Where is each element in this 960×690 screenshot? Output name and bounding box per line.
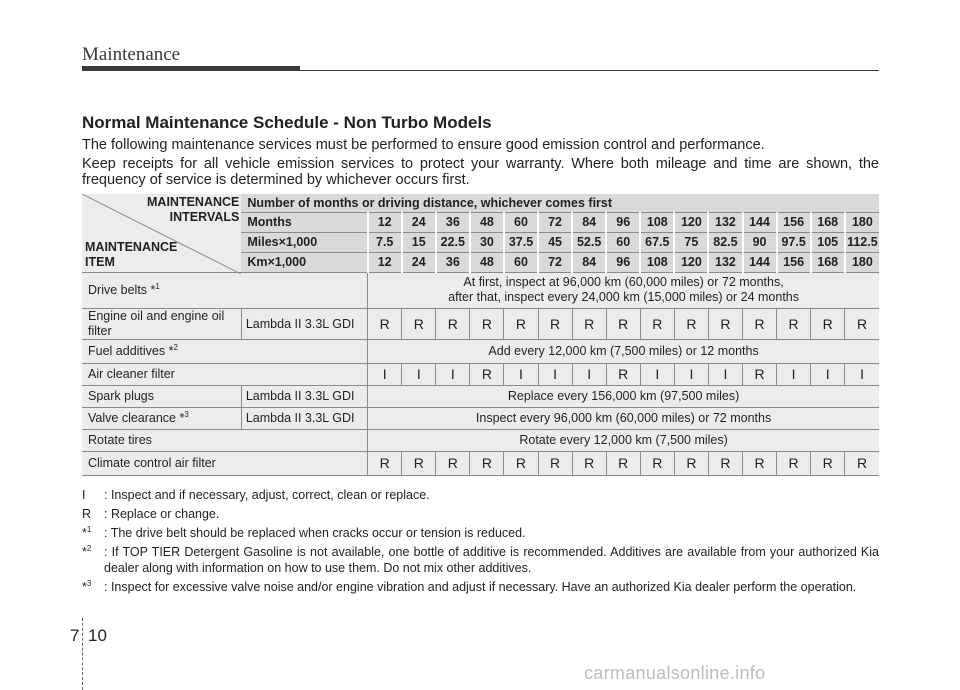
km-row-value: 72	[538, 252, 572, 272]
row-value: I	[504, 363, 538, 385]
row-value: I	[368, 363, 402, 385]
row-value: R	[708, 451, 742, 475]
miles-row-value: 90	[743, 232, 777, 252]
footnote-marker: 1	[155, 281, 160, 291]
footnote-marker: 3	[184, 409, 189, 419]
legend-key: *$^3$	[82, 578, 92, 594]
km-row-value: 180	[845, 252, 879, 272]
row-item: Climate control air filter	[82, 451, 368, 475]
km-row-value: 108	[640, 252, 674, 272]
miles-row-value: 37.5	[504, 232, 538, 252]
row-value: R	[470, 363, 504, 385]
months-row-value: 36	[436, 212, 470, 232]
miles-row-label: Miles×1,000	[241, 232, 367, 252]
row-value: R	[811, 308, 845, 339]
miles-row-value: 97.5	[777, 232, 811, 252]
legend-key: R	[82, 507, 92, 521]
row-value: R	[674, 308, 708, 339]
miles-row-value: 67.5	[640, 232, 674, 252]
months-row-value: 84	[572, 212, 606, 232]
schedule-row	[82, 308, 879, 339]
row-instruction: Add every 12,000 km (7,500 miles) or 12 months	[368, 339, 879, 363]
months-row-value: 132	[708, 212, 742, 232]
legend-text: : The drive belt should be replaced when cracks occur or tension is reduced.	[104, 526, 526, 540]
row-value: R	[538, 308, 572, 339]
interval-heading: Number of months or driving distance, whichever comes first	[241, 194, 879, 212]
legend-key: I	[82, 488, 86, 502]
row-value: R	[538, 451, 572, 475]
row-value: R	[743, 451, 777, 475]
row-value: R	[777, 308, 811, 339]
legend-note	[82, 487, 879, 503]
row-item: Drive belts *$^1$	[82, 272, 368, 308]
row-value: I	[538, 363, 572, 385]
corner-label-item: MAINTENANCE ITEM	[85, 239, 178, 269]
row-value: R	[708, 308, 742, 339]
legend-note	[82, 544, 879, 576]
miles-row-value: 52.5	[572, 232, 606, 252]
km-row-value: 84	[572, 252, 606, 272]
corner-label-intervals: MAINTENANCE INTERVALS	[147, 195, 240, 224]
months-row-value: 168	[811, 212, 845, 232]
schedule-row	[82, 385, 879, 407]
section-header: Maintenance	[82, 44, 181, 65]
miles-row-value: 7.5	[368, 232, 402, 252]
row-value: R	[777, 451, 811, 475]
months-row-value: 108	[640, 212, 674, 232]
row-value: I	[572, 363, 606, 385]
row-value: R	[572, 451, 606, 475]
months-row-value: 156	[777, 212, 811, 232]
row-value: R	[606, 308, 640, 339]
schedule-row	[82, 451, 879, 475]
row-value: I	[811, 363, 845, 385]
legend-text: : Replace or change.	[104, 507, 220, 521]
row-value: R	[640, 451, 674, 475]
row-value: I	[708, 363, 742, 385]
intro-paragraph-2: Keep receipts for all vehicle emission services to protect your warranty. Where both mileage and time are shown, the frequency of service is determined by whichever occurs first.	[82, 156, 879, 188]
row-value: R	[368, 451, 402, 475]
schedule-row	[82, 407, 879, 429]
schedule-row	[82, 363, 879, 385]
page-title: Normal Maintenance Schedule - Non Turbo Models	[82, 113, 492, 132]
row-value: R	[470, 308, 504, 339]
schedule-row	[82, 272, 879, 308]
months-row-value: 24	[402, 212, 436, 232]
km-row-value: 144	[743, 252, 777, 272]
row-instruction: Inspect every 96,000 km (60,000 miles) or 72 months	[368, 407, 879, 429]
months-row-value: 120	[674, 212, 708, 232]
row-value: R	[606, 363, 640, 385]
km-row-value: 12	[368, 252, 402, 272]
km-row-value: 48	[470, 252, 504, 272]
footnote-marker: 2	[86, 543, 92, 553]
row-instruction: Rotate every 12,000 km (7,500 miles)	[368, 429, 879, 451]
row-value: R	[640, 308, 674, 339]
legend-note	[82, 506, 879, 522]
km-row-label: Km×1,000	[241, 252, 367, 272]
km-row-value: 96	[606, 252, 640, 272]
miles-row-value: 75	[674, 232, 708, 252]
row-value: I	[402, 363, 436, 385]
miles-row-value: 112.5	[845, 232, 879, 252]
months-row-value: 60	[504, 212, 538, 232]
watermark: carmanualsonline.info	[584, 663, 766, 683]
row-value: R	[436, 308, 470, 339]
miles-row-value: 82.5	[708, 232, 742, 252]
months-row-value: 72	[538, 212, 572, 232]
chapter-number: 7	[70, 626, 80, 645]
schedule-row	[82, 429, 879, 451]
footnote-marker: 2	[173, 342, 178, 352]
legend-text: : Inspect for excessive valve noise and/or engine vibration and adjust if necessary. Have an authorized Kia dealer perform the operation.	[104, 580, 857, 594]
months-row-value: 144	[743, 212, 777, 232]
miles-row-value: 105	[811, 232, 845, 252]
footnote-marker: 3	[86, 578, 92, 588]
row-value: R	[572, 308, 606, 339]
row-value: R	[402, 451, 436, 475]
km-row-value: 156	[777, 252, 811, 272]
row-variant: Lambda II 3.3L GDI	[241, 407, 367, 429]
row-item: Rotate tires	[82, 429, 368, 451]
miles-row-value: 30	[470, 232, 504, 252]
header-rule	[300, 70, 879, 71]
legend-text: : If TOP TIER Detergent Gasoline is not available, one bottle of additive is recommended. Additives are available from your authorized Kia dealer along with information on how to use them. Do not mix other additives.	[104, 545, 879, 575]
months-row-label: Months	[241, 212, 367, 232]
months-row-value: 96	[606, 212, 640, 232]
months-row-value: 12	[368, 212, 402, 232]
km-row-value: 36	[436, 252, 470, 272]
row-value: R	[743, 308, 777, 339]
km-row-value: 24	[402, 252, 436, 272]
miles-row-value: 45	[538, 232, 572, 252]
schedule-row	[82, 339, 879, 363]
row-item: Engine oil and engine oil filter	[82, 308, 241, 339]
km-row-value: 168	[811, 252, 845, 272]
legend-note	[82, 525, 879, 541]
row-value: R	[402, 308, 436, 339]
row-value: I	[777, 363, 811, 385]
row-value: R	[811, 451, 845, 475]
row-value: R	[845, 308, 879, 339]
row-instruction: Replace every 156,000 km (97,500 miles)	[368, 385, 879, 407]
footer-divider	[82, 618, 83, 690]
row-value: R	[845, 451, 879, 475]
row-variant: Lambda II 3.3L GDI	[241, 385, 367, 407]
row-variant: Lambda II 3.3L GDI	[241, 308, 367, 339]
km-row-value: 60	[504, 252, 538, 272]
row-value: R	[504, 451, 538, 475]
row-value: I	[674, 363, 708, 385]
row-item: Fuel additives *$^2$	[82, 339, 368, 363]
miles-row-value: 15	[402, 232, 436, 252]
row-value: I	[640, 363, 674, 385]
months-row-value: 48	[470, 212, 504, 232]
months-row-value: 180	[845, 212, 879, 232]
row-value: R	[368, 308, 402, 339]
header-row-interval	[82, 194, 879, 212]
km-row-value: 132	[708, 252, 742, 272]
page-number: 10	[88, 626, 107, 645]
km-row-value: 120	[674, 252, 708, 272]
header-bar	[82, 66, 300, 71]
row-value: R	[606, 451, 640, 475]
row-item: Valve clearance *$^3$	[82, 407, 241, 429]
row-item: Air cleaner filter	[82, 363, 368, 385]
intro-paragraph-1: The following maintenance services must be performed to ensure good emission control and performance.	[82, 137, 765, 153]
corner-cell	[82, 194, 241, 272]
row-value: R	[470, 451, 504, 475]
row-item: Spark plugs	[82, 385, 241, 407]
row-value: I	[845, 363, 879, 385]
row-value: R	[436, 451, 470, 475]
miles-row-value: 22.5	[436, 232, 470, 252]
row-value: R	[743, 363, 777, 385]
footnote-marker: 1	[86, 524, 92, 534]
row-value: I	[436, 363, 470, 385]
legend-notes	[82, 487, 879, 598]
row-value: R	[504, 308, 538, 339]
legend-key: *$^1$	[82, 524, 92, 540]
miles-row-value: 60	[606, 232, 640, 252]
legend-text: : Inspect and if necessary, adjust, correct, clean or replace.	[104, 488, 430, 502]
row-instruction: At first, inspect at 96,000 km (60,000 miles) or 72 months, after that, inspect every 24,000 km (15,000 miles) or 24 months	[368, 272, 879, 308]
legend-note	[82, 579, 879, 595]
legend-key: *$^2$	[82, 543, 92, 559]
row-value: R	[674, 451, 708, 475]
maintenance-schedule-table	[82, 194, 879, 476]
